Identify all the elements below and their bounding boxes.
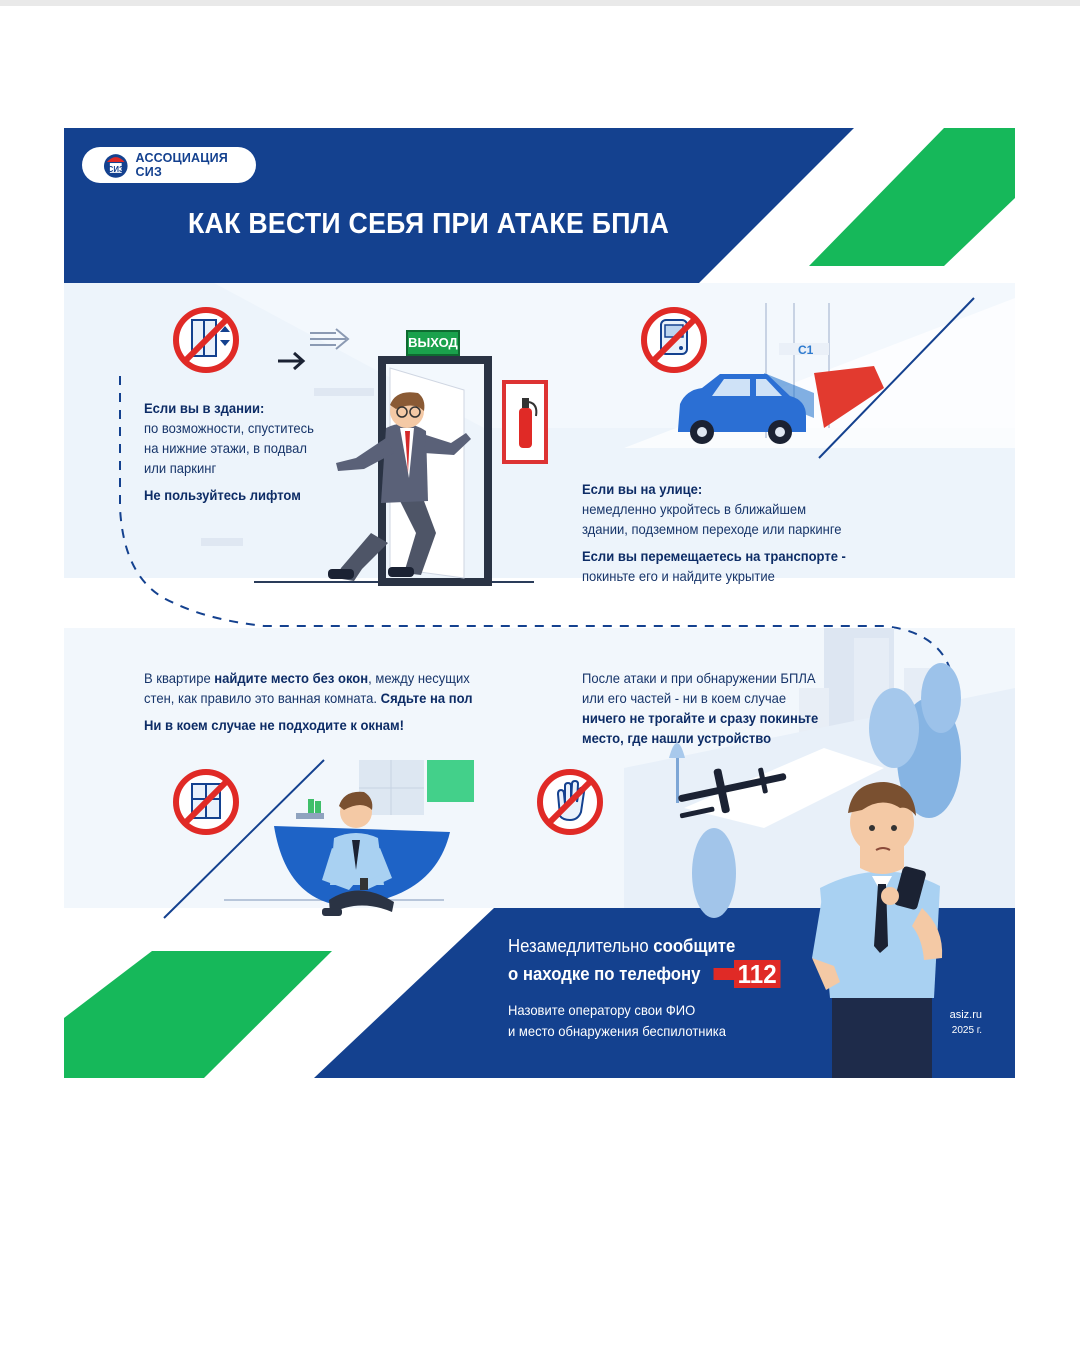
emergency-number — [713, 960, 780, 988]
report-line-bold: сообщите — [653, 936, 736, 956]
building-line: по возможности, спуститесь — [144, 420, 314, 436]
report-sub-line: Назовите оператору свои ФИО — [508, 1002, 696, 1018]
no-elevator-icon — [170, 304, 242, 376]
after-line-bold: место, где нашли устройство — [582, 730, 772, 746]
blue-car-illustration — [672, 368, 812, 448]
top-bar — [0, 0, 1080, 6]
footer-year: 2025 г. — [951, 1025, 982, 1036]
report-line: Незамедлительно — [508, 936, 654, 956]
fire-extinguisher-icon — [502, 380, 548, 464]
after-line: После атаки и при обнаружении БПЛА — [582, 670, 816, 686]
after-attack-instructions — [582, 668, 818, 748]
report-block — [508, 933, 780, 1042]
apartment-text-bold: найдите место без окон — [214, 670, 369, 686]
man-with-phone-illustration — [812, 768, 952, 1078]
street-heading: Если вы на улице: — [582, 481, 703, 497]
report-sub-line: и место обнаружения беспилотника — [508, 1023, 726, 1039]
apartment-text: , между несущих — [368, 670, 470, 686]
infographic-poster — [64, 128, 1015, 1078]
after-line: или его частей - ни в коем случае — [582, 690, 787, 706]
emergency-phone: 112 — [734, 960, 780, 988]
organization-name: АССОЦИАЦИЯ СИЗ — [135, 151, 228, 179]
no-touch-hand-icon — [534, 766, 606, 838]
running-man-illustration — [326, 383, 476, 583]
apartment-text-bold: Сядьте на пол — [380, 690, 473, 706]
apartment-instructions — [144, 668, 473, 735]
svg-text:СИЗ: СИЗ — [107, 164, 124, 174]
building-warning: Не пользуйтесь лифтом — [144, 487, 301, 503]
building-heading: Если вы в здании: — [144, 400, 265, 416]
street-line: здании, подземном переходе или паркинге — [582, 521, 842, 537]
sitting-man-illustration — [304, 780, 414, 920]
transport-warning: Если вы перемещаетесь на транспорте - — [582, 548, 846, 564]
street-instructions — [582, 479, 846, 586]
apartment-text: В квартире — [144, 670, 215, 686]
exit-sign: ВЫХОД — [406, 330, 460, 356]
report-line-bold: о находке по телефону — [508, 963, 701, 984]
transport-line: покиньте его и найдите укрытие — [582, 568, 775, 584]
footer — [944, 1008, 982, 1038]
arrow-right-icon — [274, 323, 354, 373]
apartment-text: стен, как правило это ванная комната. — [144, 690, 381, 706]
no-bus-icon — [638, 304, 710, 376]
building-instructions — [144, 398, 314, 505]
after-line-bold: ничего не трогайте и сразу покиньте — [582, 710, 819, 726]
building-line: или паркинг — [144, 460, 217, 476]
footer-site: asiz.ru — [949, 1009, 982, 1021]
parking-sign: C1 — [798, 343, 814, 357]
building-line: на нижние этажи, в подвал — [144, 440, 307, 456]
asiz-logo-icon — [102, 151, 130, 179]
street-line: немедленно укройтесь в ближайшем — [582, 501, 807, 517]
apartment-warning: Ни в коем случае не подходите к окнам! — [144, 717, 405, 733]
organization-badge — [82, 147, 256, 183]
page-title: КАК ВЕСТИ СЕБЯ ПРИ АТАКЕ БПЛА — [188, 208, 670, 240]
no-window-icon — [170, 766, 242, 838]
